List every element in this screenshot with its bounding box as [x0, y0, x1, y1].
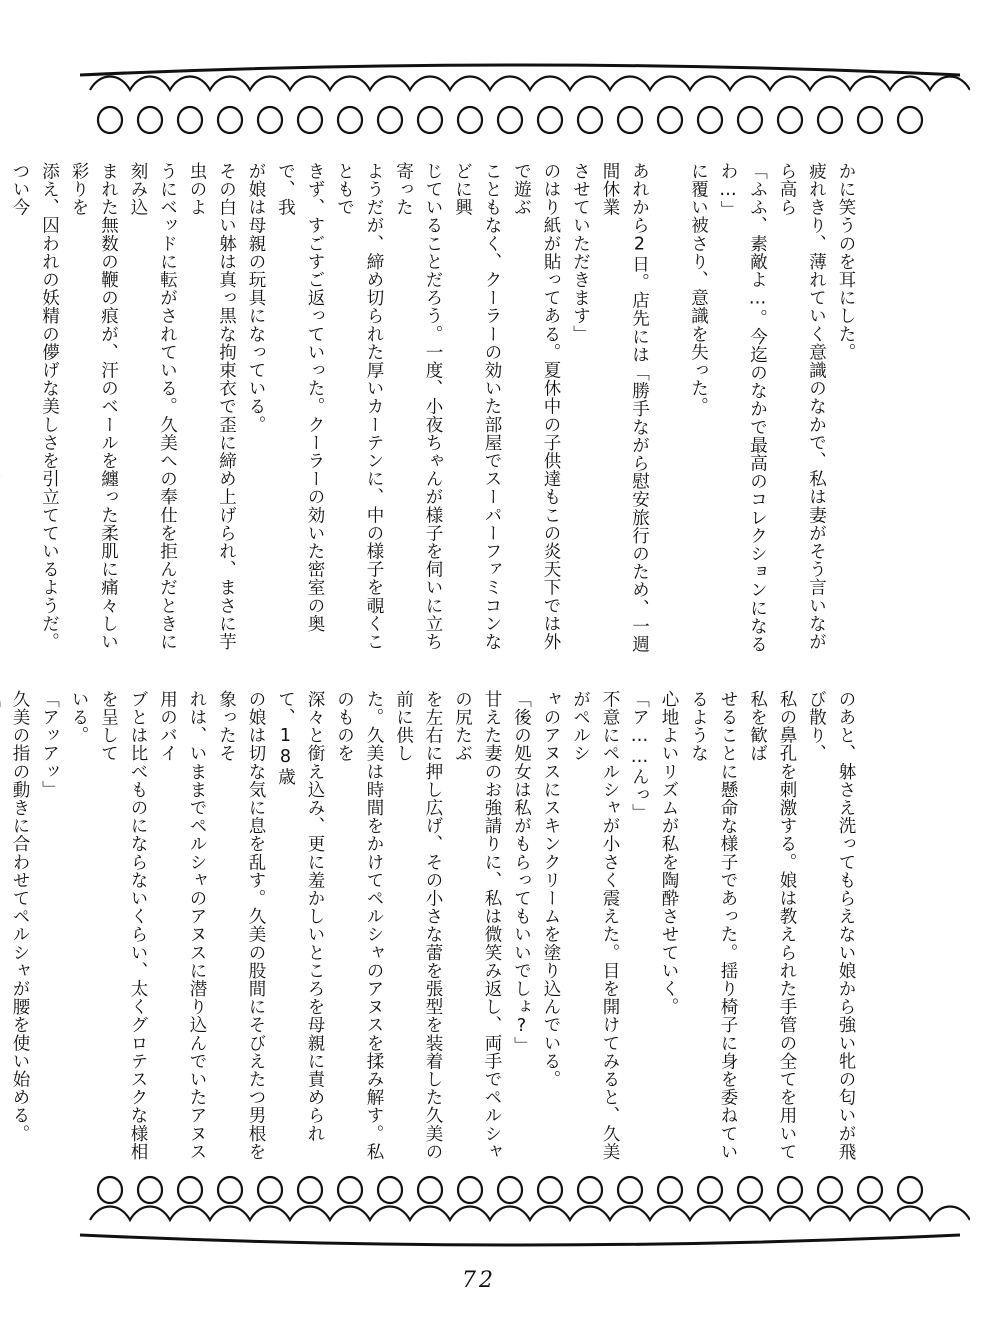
text-line: れは、いままでペルシャのアヌスに潜り込んでいたアヌス用のバイ — [157, 690, 207, 1161]
text-line: 「アッアッ」 — [39, 690, 60, 799]
text-line: うにベッドに転がされている。久美への奉仕を拒んだときに刻み込 — [128, 162, 178, 651]
text-line: に覆い被さり、意識を失った。 — [688, 162, 709, 416]
text-line: かに笑うのを耳にした。 — [836, 162, 856, 362]
text-line: あれから2日。店先には「勝手ながら慰安旅行のため、一週間休業 — [600, 162, 650, 654]
text-line — [0, 162, 5, 662]
text-line: その白い躰は真っ黒な拘束衣で歪に締め上げられ、まさに芋虫のよ — [187, 162, 237, 651]
text-line: せることに懸命な様子であった。揺り椅子に身を委ねているような — [688, 690, 738, 1161]
page-number: 72 — [462, 1268, 496, 1293]
text-line: 心地よいリズムが私を陶酔させていく。 — [659, 690, 679, 1016]
text-line: 添え、囚われの妖精の儚げな美しさを引立てているようだ。つい今 — [10, 162, 60, 651]
text-line: いる。 — [69, 690, 89, 745]
text-line: ャのアヌスにスキンクリームを塗り込んでいる。 — [541, 690, 561, 1089]
ornamental-border-top — [70, 60, 970, 150]
text-line: のあと、躰さえ洗ってもらえない娘から強い牝の匂いが飛び散り、 — [806, 690, 856, 1161]
text-line: 「ふふ、素敵よ…。今迄のなかで最高のコレクションになるわ…」 — [718, 162, 768, 654]
text-line: を左右に押し広げ、その小さな蕾を張型を装着した久美の前に供し — [393, 690, 443, 1161]
upper-text-column — [10, 162, 860, 662]
text-line: が娘は母親の玩具になっている。 — [246, 162, 266, 434]
text-line: の娘は切な気に息を乱す。久美の股間にそびえたつ男根を象ったそ — [216, 690, 266, 1161]
text-line: ようだが、締め切られた厚いカーテンに、中の様子を覗くこともで — [334, 162, 384, 651]
text-line: ブとは比べものにならないくらい、太くグロテスクな様相を呈して — [98, 690, 148, 1161]
text-line: こともなく、クーラーの効いた部屋でスーパーファミコンなどに興 — [452, 162, 502, 651]
text-line — [0, 690, 5, 1170]
text-line: 「ア……んっ」 — [629, 690, 650, 822]
text-line: 私の鼻孔を刺激する。娘は教えられた手管の全てを用いて私を歓ば — [747, 690, 797, 1161]
text-line: じていることだろう。一度、小夜ちゃんが様子を伺いに立ち寄った — [393, 162, 443, 651]
text-line: きず、すごすご返っていった。クーラーの効いた密室の奥で、我 — [275, 162, 325, 633]
text-line: 深々と銜え込み、更に羞かしいところを母親に責められて、18歳 — [275, 690, 325, 1143]
text-line: 疲れきり、薄れていく意識のなかで、私は妻がそう言いながら高ら — [777, 162, 827, 651]
lower-text-column — [10, 690, 860, 1170]
text-line: 不意にペルシャが小さく震えた。目を開けてみると、久美がペルシ — [570, 690, 620, 1161]
text-line — [654, 162, 684, 662]
text-line: 「後の処女は私がもらってもいいでしょ?」 — [511, 690, 532, 1055]
text-line: 甘えた妻のお強請りに、私は微笑み返し、両手でペルシャの尻たぶ — [452, 690, 502, 1161]
text-line: まれた無数の鞭の痕が、汗のベールを纏った柔肌に痛々しい彩りを — [69, 162, 119, 651]
text-line: 久美の指の動きに合わせてペルシャが腰を使い始める。 — [10, 690, 30, 1143]
ornamental-border-bottom — [70, 1160, 970, 1250]
text-line: させていただきます」 — [570, 162, 591, 343]
text-line: のはり紙が貼ってある。夏休中の子供達もこの炎天下では外で遊ぶ — [511, 162, 561, 651]
text-line: た。久美は時間をかけてペルシャのアヌスを揉み解す。私のものを — [334, 690, 384, 1161]
